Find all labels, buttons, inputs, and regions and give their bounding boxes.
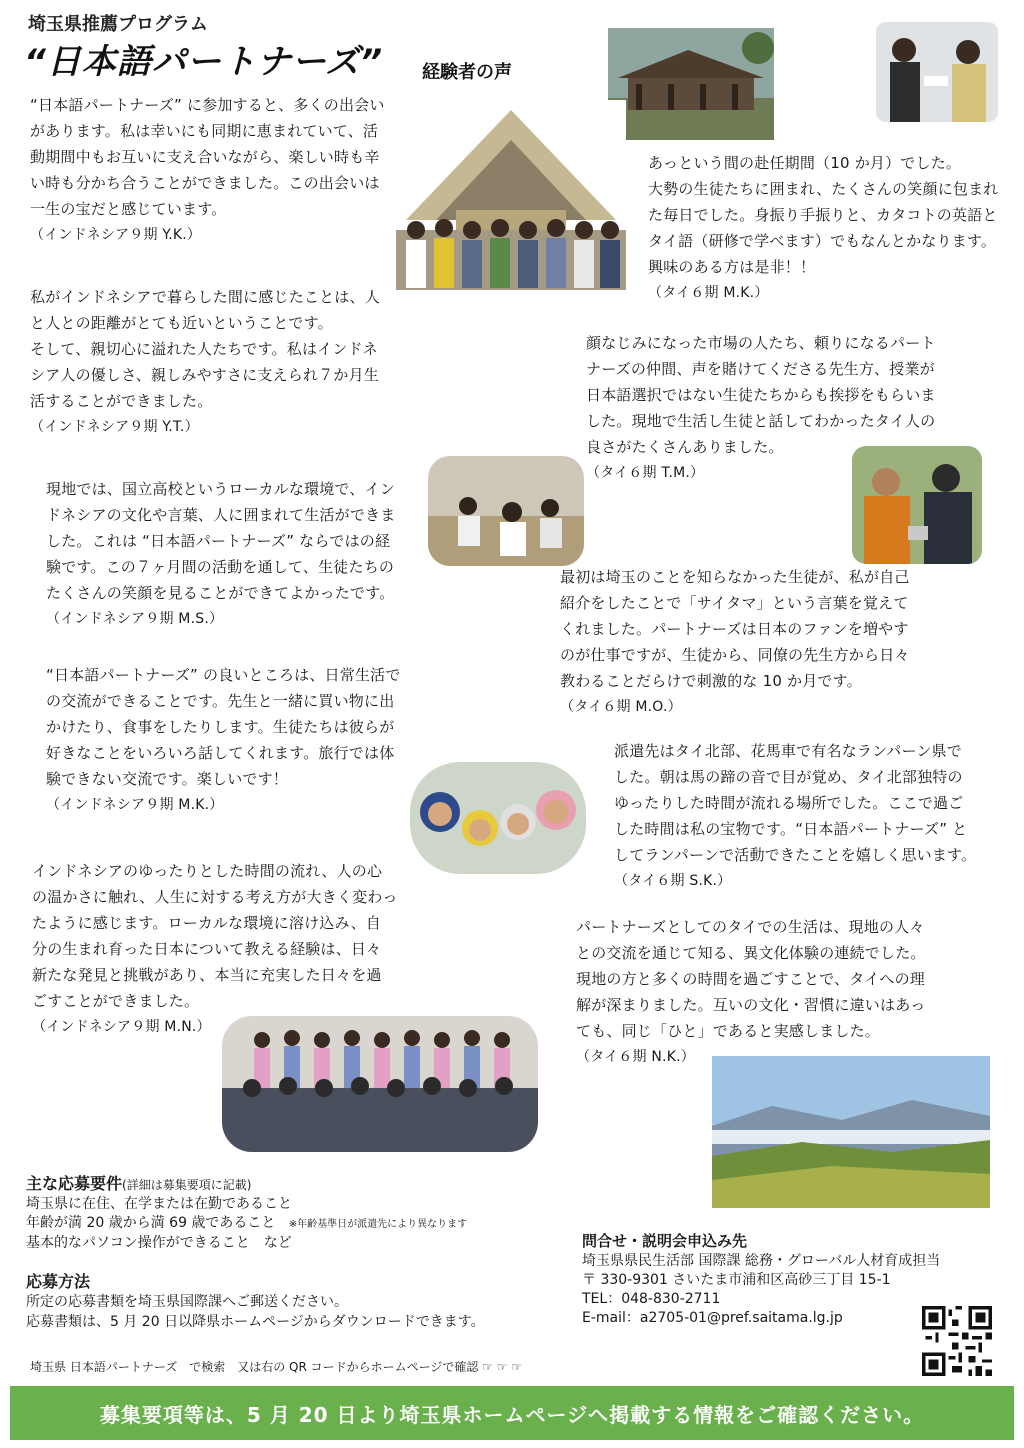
testimonial-line: 活することができました。 <box>30 392 213 410</box>
testimonial-line: たように感じます。ローカルな環境に溶け込み、自 <box>32 914 382 932</box>
testimonial-thai-tm <box>586 330 956 486</box>
testimonial-line: ナーズの仲間、声を賭けてくださる先生方、授業が <box>586 360 935 378</box>
contact-address: 〒 330-9301 さいたま市浦和区高砂三丁目 15-1 <box>582 1272 891 1288</box>
testimonial-indonesia-yk <box>30 92 410 248</box>
testimonial-attribution: （インドネシア９期 Y.K.） <box>30 227 202 243</box>
mountain-landscape-photo <box>712 1056 990 1208</box>
testimonial-line: してランパーンで活動できたことを嬉しく思います。 <box>614 846 977 864</box>
testimonial-thai-nk <box>576 914 946 1070</box>
testimonial-indonesia-mk <box>46 662 416 818</box>
testimonial-line: インドネシアのゆったりとした時間の流れ、人の心 <box>32 862 383 880</box>
testimonial-line: たくさんの笑顔を見ることができてよかったです。 <box>46 584 395 602</box>
testimonial-line: があります。私は幸いにも同期に恵まれていて、活 <box>30 122 379 140</box>
testimonial-line: 最初は埼玉のことを知らなかった生徒が、私が自己 <box>560 568 910 586</box>
testimonial-indonesia-ms <box>46 476 416 632</box>
testimonial-line: 教わることだらけで刺激的な 10 か月です。 <box>560 672 862 690</box>
testimonial-line: ゆったりした時間が流れる場所でした。ここで過ご <box>614 794 964 812</box>
testimonial-attribution: （インドネシア９期 Y.T.） <box>30 419 199 435</box>
testimonial-thai-mo <box>560 564 930 720</box>
testimonial-thai-sk <box>614 738 1004 894</box>
classroom-photo <box>428 456 584 566</box>
testimonial-line: 動期間中もお互いに支え合いながら、楽しい時も辛 <box>30 148 380 166</box>
testimonial-line: 験できない交流です。楽しいです！ <box>46 770 289 788</box>
testimonial-line: 分の生まれ育った日本について教える経験は、日々 <box>32 940 382 958</box>
testimonial-line: 紹介をしたことで「サイタマ」という言葉を覚えて <box>560 594 909 612</box>
testimonial-line: た毎日でした。身振り手振りと、カタコトの英語と <box>648 206 998 224</box>
testimonial-line: そして、親切心に溢れた人たちです。私はインドネ <box>30 340 378 358</box>
testimonial-line: との交流を通じて知る、異文化体験の連続でした。 <box>576 944 926 962</box>
contact-email[interactable]: E-mail：a2705-01@pref.saitama.lg.jp <box>582 1310 843 1326</box>
testimonial-attribution: （タイ６期 S.K.） <box>614 873 732 889</box>
testimonial-line: 日本語選択ではない生徒たちからも挨拶をもらいま <box>586 386 936 404</box>
requirement-item: 年齢が満 20 歳から満 69 歳であること <box>26 1215 276 1231</box>
testimonial-line: あっという間の赴任期間（10 か月）でした。 <box>648 154 962 172</box>
testimonial-line: 現地では、国立高校というローカルな環境で、イン <box>46 480 396 498</box>
thai-pavilion-photo <box>608 28 774 140</box>
testimonial-attribution: （インドネシア９期 M.K.） <box>46 797 224 813</box>
testimonial-line: タイ語（研修で学べます）でもなんとかなります。 <box>648 232 997 250</box>
testimonial-line: と人との距離がとても近いということです。 <box>30 314 333 332</box>
header-subtitle: 埼玉県推薦プログラム <box>28 14 208 35</box>
testimonial-attribution: （タイ６期 T.M.） <box>586 465 705 481</box>
testimonial-line: 一生の宝だと感じています。 <box>30 200 227 218</box>
requirements-heading: 主な応募要件 <box>26 1174 123 1193</box>
testimonial-attribution: （タイ６期 M.O.） <box>560 699 682 715</box>
search-hint: 埼玉県 日本語パートナーズ で検索 又は右の QR コードからホームページで確認 ☞ ☞ ☞ <box>30 1360 523 1374</box>
testimonial-line: い時も分かち合うことができました。この出会いは <box>30 174 380 192</box>
application-heading: 応募方法 <box>26 1272 91 1291</box>
requirements-heading-note: (詳細は募集要項に記載) <box>122 1178 252 1192</box>
testimonial-attribution: （インドネシア９期 M.N.） <box>32 1019 211 1035</box>
testimonial-line: 大勢の生徒たちに囲まれ、たくさんの笑顔に包まれ <box>648 180 999 198</box>
contact-section <box>582 1230 940 1328</box>
testimonial-line: の温かさに触れ、人生に対する考え方が大きく変わっ <box>32 888 398 906</box>
contact-tel: TEL：048-830-2711 <box>582 1291 721 1307</box>
testimonial-line: のが仕事ですが、生徒から、同僚の先生方から日々 <box>560 646 910 664</box>
testimonial-line: 良さがたくさんありました。 <box>586 438 784 456</box>
testimonial-line: パートナーズとしてのタイでの生活は、現地の人々 <box>576 918 925 936</box>
application-line: 所定の応募書類を埼玉県国際課へご郵送ください。 <box>26 1294 348 1310</box>
testimonial-line: 私がインドネシアで暮らした間に感じたことは、人 <box>30 288 380 306</box>
ceremony-photo <box>876 22 998 122</box>
testimonial-line: 好きなことをいろいろ話してくれます。旅行では体 <box>46 744 395 762</box>
testimonial-line: 解が深まりました。互いの文化・習慣に違いはあっ <box>576 996 926 1014</box>
qr-code-icon[interactable] <box>922 1306 992 1376</box>
testimonial-indonesia-yt <box>30 284 400 440</box>
testimonial-attribution: （インドネシア９期 M.S.） <box>46 611 224 627</box>
testimonial-line: 派遣先はタイ北部、花馬車で有名なランパーン県で <box>614 742 962 760</box>
requirements-section <box>26 1174 566 1253</box>
page-title-suffix: 経験者の声 <box>422 62 512 83</box>
testimonial-line: ても、同じ「ひと」であると実感しました。 <box>576 1022 881 1040</box>
requirement-item: 埼玉県に在住、在学または在勤であること <box>26 1196 292 1212</box>
testimonial-line: 験です。この７ヶ月間の活動を通して、生徒たちの <box>46 558 395 576</box>
testimonial-line: した時間は私の宝物です。“日本語パートナーズ” と <box>614 820 968 838</box>
application-line: 応募書類は、5 月 20 日以降県ホームページからダウンロードできます。 <box>26 1314 485 1330</box>
testimonial-line: 顔なじみになった市場の人たち、頼りになるパート <box>586 334 936 352</box>
testimonial-line: シア人の優しさ、親しみやすさに支えられ７か月生 <box>30 366 380 384</box>
testimonial-line: 興味のある方は是非！！ <box>648 258 816 276</box>
testimonial-line: かけたり、食事をしたりします。生徒たちは彼らが <box>46 718 395 736</box>
application-section <box>26 1272 566 1332</box>
testimonial-attribution: （タイ６期 N.K.） <box>576 1049 695 1065</box>
testimonial-line: “日本語パートナーズ” の良いところは、日常生活で <box>46 666 401 684</box>
page-title: “日本語パートナーズ” <box>24 42 384 82</box>
testimonial-line: ドネシアの文化や言葉、人に囲まれて生活ができま <box>46 506 396 524</box>
testimonial-thai-mk <box>648 150 1018 306</box>
testimonial-attribution: （タイ６期 M.K.） <box>648 285 769 301</box>
testimonial-line: した。現地で生活し生徒と話してわかったタイ人の <box>586 412 936 430</box>
testimonial-line: “日本語パートナーズ” に参加すると、多くの出会い <box>30 96 385 114</box>
contact-dept: 埼玉県県民生活部 国際課 総務・グローバル人材育成担当 <box>582 1253 941 1269</box>
requirements-age-note: ※年齢基準日が派遣先により異なります <box>288 1219 468 1230</box>
selfie-group-photo <box>410 762 586 874</box>
temple-group-photo <box>396 100 626 290</box>
testimonial-line: 新たな発見と挑戦があり、本当に充実した日々を過 <box>32 966 382 984</box>
footer-banner: 募集要項等は、5 月 20 日より埼玉県ホームページへ掲載する情報をご確認ください。 <box>10 1386 1014 1440</box>
testimonial-line: した。これは “日本語パートナーズ” ならではの経 <box>46 532 391 550</box>
testimonial-line: くれました。パートナーズは日本のファンを増やす <box>560 620 909 638</box>
contact-title: 問合せ・説明会申込み先 <box>582 1232 748 1250</box>
testimonial-line: 現地の方と多くの時間を過ごすことで、タイへの理 <box>576 970 926 988</box>
testimonial-indonesia-mn <box>32 858 412 1040</box>
requirement-item: 基本的なパソコン操作ができること など <box>26 1235 292 1251</box>
testimonial-line: ごすことができました。 <box>32 992 200 1010</box>
testimonial-line: した。朝は馬の蹄の音で目が覚め、タイ北部独特の <box>614 768 963 786</box>
testimonial-line: の交流ができることです。先生と一緒に買い物に出 <box>46 692 395 710</box>
